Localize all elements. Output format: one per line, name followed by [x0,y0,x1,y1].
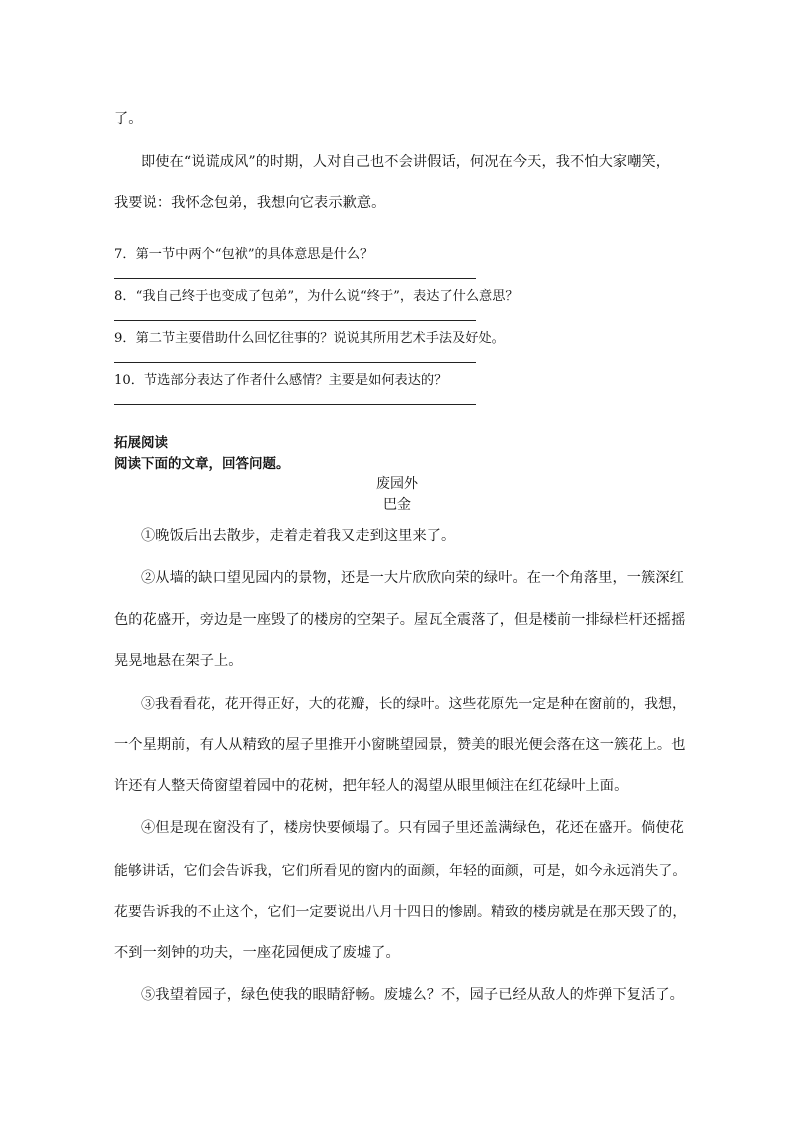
answer-line-9[interactable] [114,362,476,363]
article-line: ③我看看花，花开得正好，大的花瓣，长的绿叶。这些花原先一定是种在窗前的，我想， [141,696,687,712]
passage-line: 即使在“说谎成风”的时期，人对自己也不会讲假话，何况在今天，我不怕大家嘲笑， [141,154,671,170]
passage-line: 我要说：我怀念包弟，我想向它表示歉意。 [114,195,386,211]
question-10: 10．节选部分表达了作者什么感情？主要是如何表达的？ [114,373,448,388]
question-8: 8．“我自己终于也变成了包弟”，为什么说“终于”，表达了什么意思？ [114,289,519,304]
article-line: ②从墙的缺口望见园内的景物，还是一大片欣欣向荣的绿叶。在一个角落里，一簇深红 [141,570,684,586]
section-heading: 拓展阅读 [114,435,168,451]
article-line: ①晚饭后出去散步，走着走着我又走到这里来了。 [141,528,456,544]
article-line: 花要告诉我的不止这个，它们一定要说出八月十四日的惨剧。精致的楼房就是在那天毁了的， [114,904,687,920]
article-title: 废园外 [376,476,418,492]
article-line: ④但是现在窗没有了，楼房快要倾塌了。只有园子里还盖满绿色，花还在盛开。倘使花 [141,820,684,836]
question-7: 7．第一节中两个“包袱”的具体意思是什么？ [114,247,374,262]
answer-line-7[interactable] [114,278,476,279]
passage-line: 了。 [114,111,143,127]
section-instruction: 阅读下面的文章，回答问题。 [114,456,290,472]
article-line: 能够讲话，它们会告诉我，它们所看见的窗内的面颜，年轻的面颜，可是，如今永远消失了。 [114,863,687,879]
article-line: 不到一刻钟的功夫，一座花园便成了废墟了。 [114,945,400,961]
article-line: 晃晃地悬在架子上。 [114,653,243,669]
article-line: 色的花盛开，旁边是一座毁了的楼房的空架子。屋瓦全震落了，但是楼前一排绿栏杆还摇摇 [114,612,686,628]
article-line: ⑤我望着园子，绿色使我的眼睛舒畅。废墟么？不，园子已经从敌人的炸弹下复活了。 [141,987,684,1003]
question-9: 9．第二节主要借助什么回忆往事的？说说其所用艺术手法及好处。 [114,331,505,346]
answer-line-10[interactable] [114,404,476,405]
article-line: 一个星期前，有人从精致的屋子里推开小窗眺望园景，赞美的眼光便会落在这一簇花上。也 [114,737,686,753]
article-line: 许还有人整天倚窗望着园中的花树，把年轻人的渴望从眼里倾注在红花绿叶上面。 [114,778,629,794]
article-author: 巴金 [383,497,411,513]
answer-line-8[interactable] [114,320,476,321]
